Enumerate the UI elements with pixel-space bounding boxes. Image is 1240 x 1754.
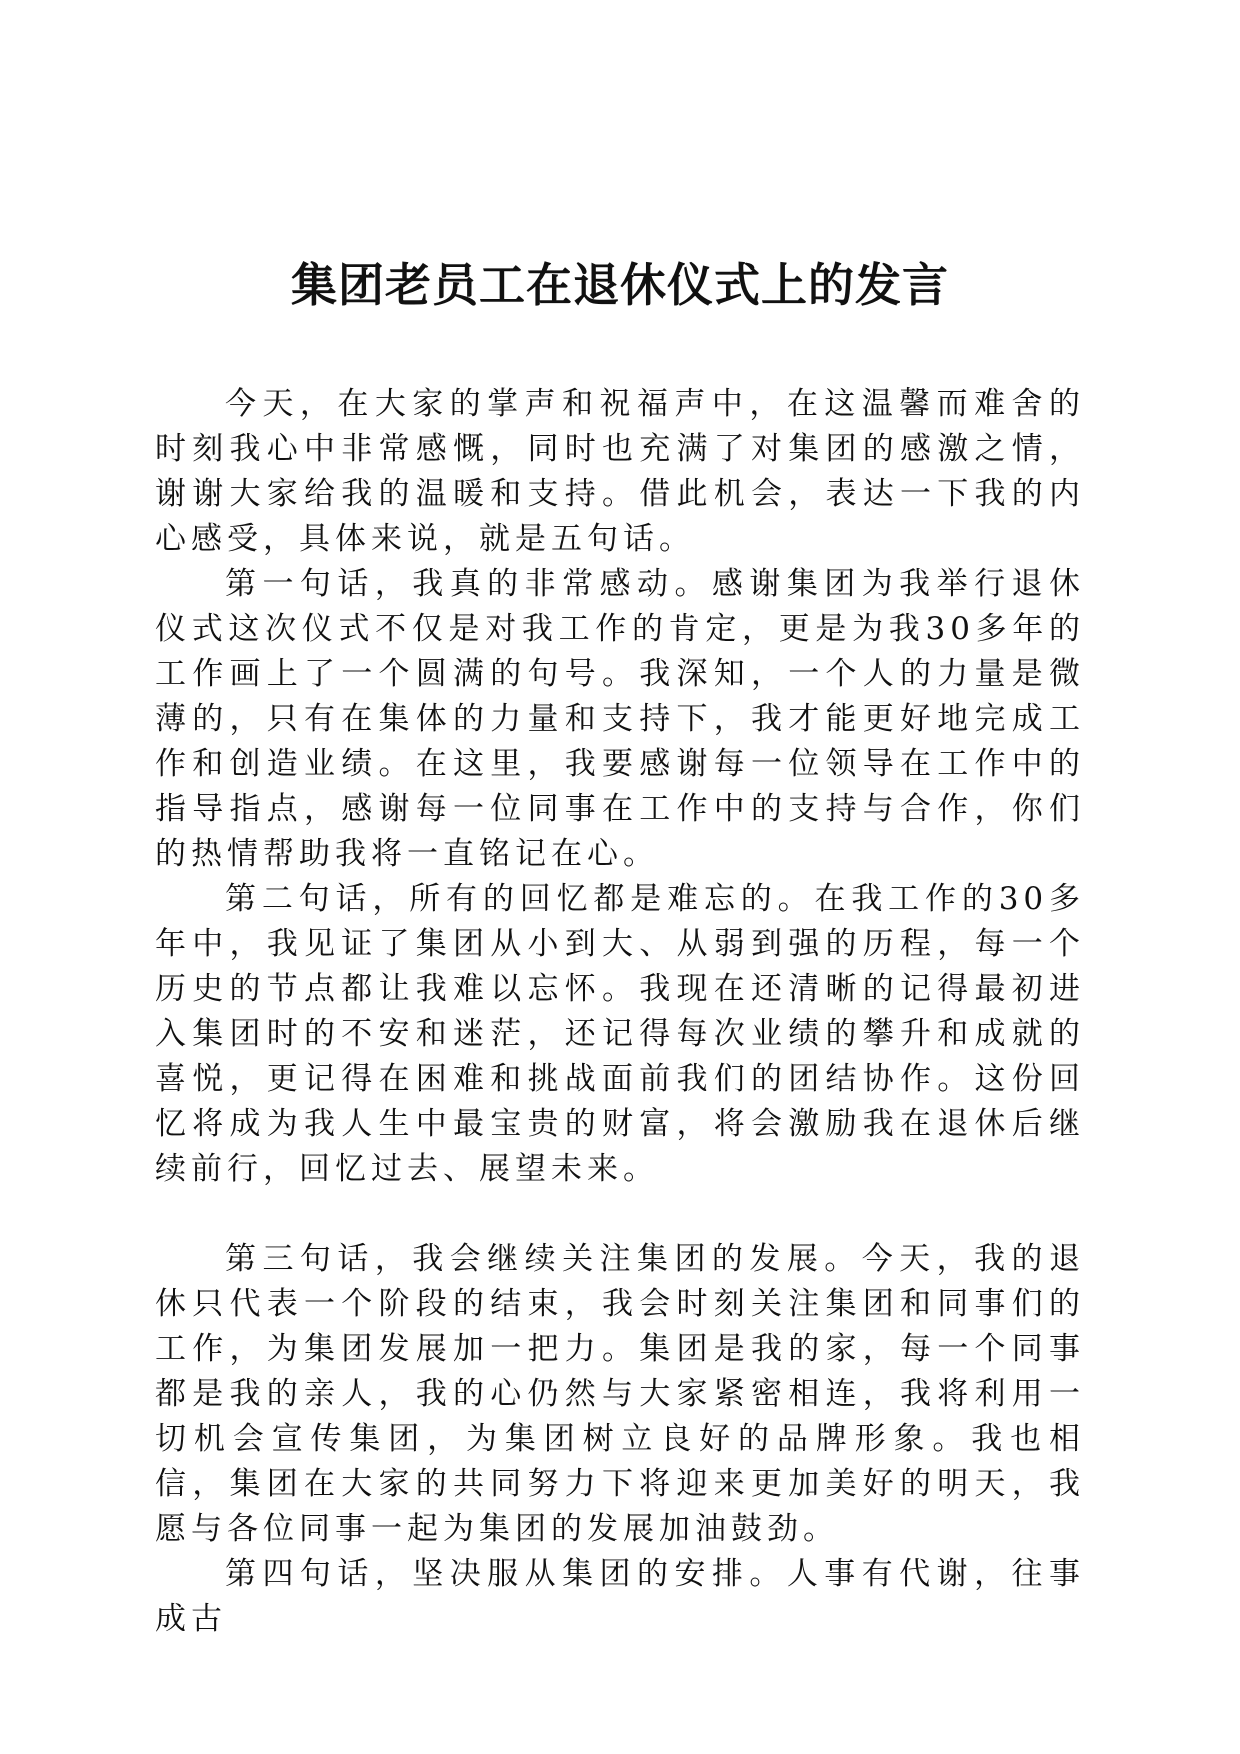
- document-body: [155, 382, 1085, 1642]
- paragraph-second-point: 第二句话，所有的回忆都是难忘的。在我工作的30多年中，我见证了集团从小到大、从弱到强的历程，每一个历史的节点都让我难以忘怀。我现在还清晰的记得最初进入集团时的不安和迷茫，还记得每次业绩的攀升和成就的喜悦，更记得在困难和挑战面前我们的团结协作。这份回忆将成为我人生中最宝贵的财富，将会激励我在退休后继续前行，回忆过去、展望未来。: [155, 881, 1085, 1187]
- document-title: 集团老员工在退休仪式上的发言: [291, 258, 949, 312]
- paragraph-intro: 今天，在大家的掌声和祝福声中，在这温馨而难舍的时刻我心中非常感慨，同时也充满了对集团的感激之情，谢谢大家给我的温暖和支持。借此机会，表达一下我的内心感受，具体来说，就是五句话。: [155, 386, 1085, 557]
- paragraph-first-point: 第一句话，我真的非常感动。感谢集团为我举行退休仪式这次仪式不仅是对我工作的肯定，更是为我30多年的工作画上了一个圆满的句号。我深知，一个人的力量是微薄的，只有在集体的力量和支持下，我才能更好地完成工作和创造业绩。在这里，我要感谢每一位领导在工作中的指导指点，感谢每一位同事在工作中的支持与合作，你们的热情帮助我将一直铭记在心。: [155, 566, 1085, 872]
- paragraph-third-point: 第三句话，我会继续关注集团的发展。今天，我的退休只代表一个阶段的结束，我会时刻关注集团和同事们的工作，为集团发展加一把力。集团是我的家，每一个同事都是我的亲人，我的心仍然与大家紧密相连，我将利用一切机会宣传集团，为集团树立良好的品牌形象。我也相信，集团在大家的共同努力下将迎来更加美好的明天，我愿与各位同事一起为集团的发展加油鼓劲。: [155, 1241, 1085, 1547]
- paragraph-fourth-point: 第四句话，坚决服从集团的安排。人事有代谢，往事成古: [155, 1556, 1085, 1637]
